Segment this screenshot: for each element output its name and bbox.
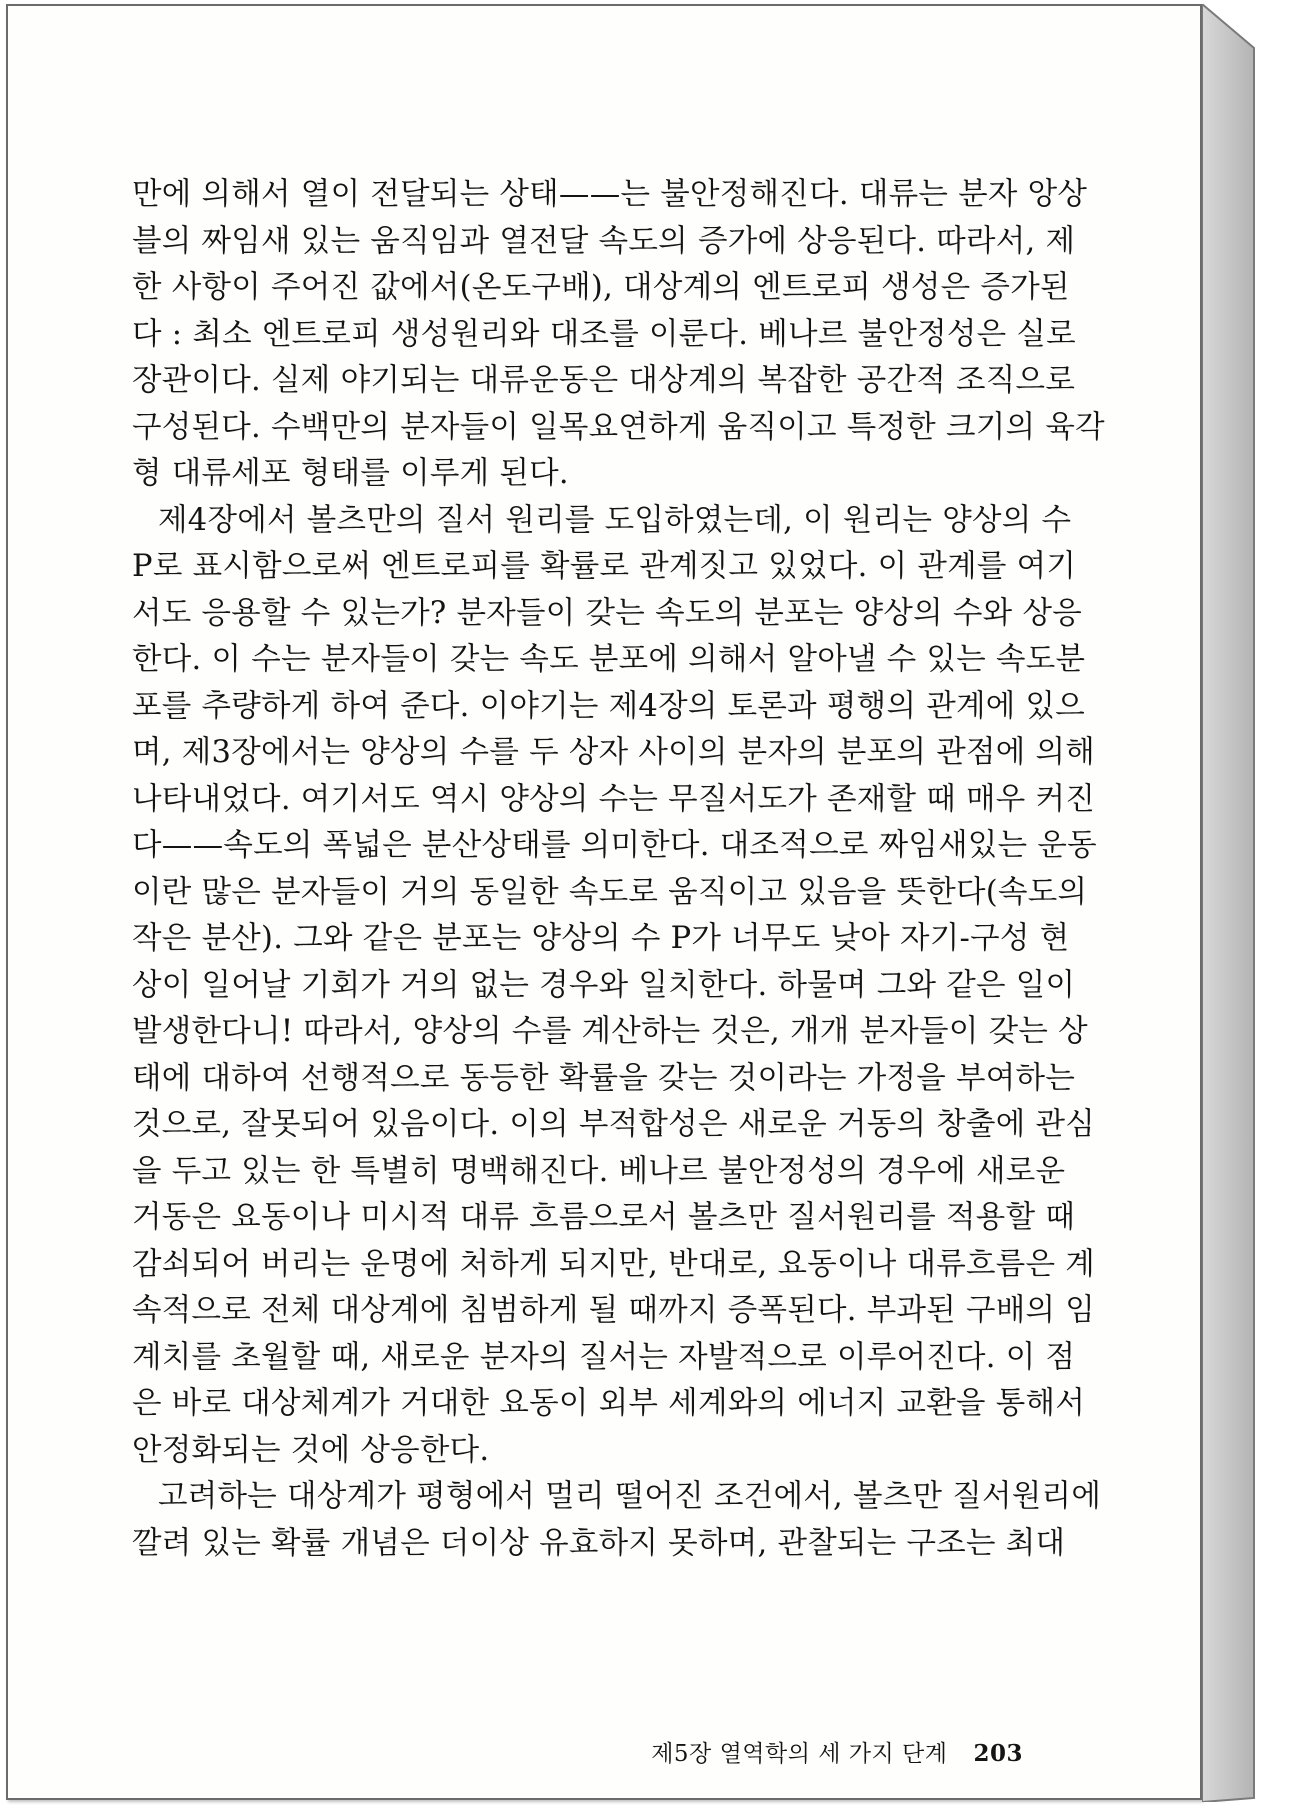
text-line: 다——속도의 폭넓은 분산상태를 의미한다. 대조적으로 짜임새있는 운동	[132, 828, 1097, 863]
page-number: 203	[973, 1740, 1023, 1767]
text-line: 한 사항이 주어진 값에서(온도구배), 대상계의 엔트로피 생성은 증가된	[132, 270, 1070, 305]
text-line: 작은 분산). 그와 같은 분포는 양상의 수 P가 너무도 낮아 자기-구성 현	[132, 921, 1070, 956]
text-line: 구성된다. 수백만의 분자들이 일목요연하게 움직이고 특정한 크기의 육각	[132, 409, 1105, 445]
book-spine	[1202, 4, 1298, 1802]
text-line: 은 바로 대상체계가 거대한 요동이 외부 세계와의 에너지 교환을 통해서	[132, 1386, 1086, 1421]
text-line: 블의 짜임새 있는 움직임과 열전달 속도의 증가에 상응된다. 따라서, 제	[132, 223, 1076, 259]
text-line: 고려하는 대상계가 평형에서 멀리 떨어진 조건에서, 볼츠만 질서원리에	[158, 1479, 1102, 1514]
body-text	[132, 172, 1105, 1567]
text-line: 포를 추량하게 하여 준다. 이야기는 제4장의 토론과 평행의 관계에 있으	[132, 688, 1086, 724]
text-line: 만에 의해서 열이 전달되는 상태——는 불안정해진다. 대류는 분자 앙상	[132, 177, 1088, 212]
text-line: 것으로, 잘못되어 있음이다. 이의 부적합성은 새로운 거동의 창출에 관심	[132, 1107, 1096, 1142]
text-line: 발생한다니! 따라서, 양상의 수를 계산하는 것은, 개개 분자들이 갖는 상	[132, 1014, 1088, 1049]
text-line: 며, 제3장에서는 양상의 수를 두 상자 사이의 분자의 분포의 관점에 의해	[132, 735, 1096, 770]
text-line: 서도 응용할 수 있는가? 분자들이 갖는 속도의 분포는 양상의 수와 상응	[132, 595, 1082, 631]
text-line: 제4장에서 볼츠만의 질서 원리를 도입하였는데, 이 원리는 양상의 수	[158, 502, 1072, 538]
page-footer	[651, 1735, 1023, 1768]
text-line: 을 두고 있는 한 특별히 명백해진다. 베나르 불안정성의 경우에 새로운	[132, 1153, 1066, 1189]
text-line: 거동은 요동이나 미시적 대류 흐름으로서 볼츠만 질서원리를 적용할 때	[132, 1200, 1076, 1235]
text-line: 속적으로 전체 대상계에 침범하게 될 때까지 증폭된다. 부과된 구배의 임	[132, 1293, 1096, 1328]
text-line: 장관이다. 실제 야기되는 대류운동은 대상계의 복잡한 공간적 조직으로	[132, 363, 1076, 398]
text-line: 상이 일어날 기회가 거의 없는 경우와 일치한다. 하물며 그와 같은 일이	[132, 967, 1076, 1003]
text-line: P로 표시함으로써 엔트로피를 확률로 관계짓고 있었다. 이 관계를 여기	[132, 549, 1077, 584]
text-line: 나타내었다. 여기서도 역시 양상의 수는 무질서도가 존재할 때 매우 커진	[132, 781, 1096, 817]
text-line: 안정화되는 것에 상응한다.	[132, 1432, 490, 1468]
text-line: 다 : 최소 엔트로피 생성원리와 대조를 이룬다. 베나르 불안정성은 실로	[132, 316, 1076, 352]
text-line: 깔려 있는 확률 개념은 더이상 유효하지 못하며, 관찰되는 구조는 최대	[132, 1525, 1066, 1561]
text-line: 형 대류세포 형태를 이루게 된다.	[132, 456, 569, 491]
book-page	[6, 4, 1202, 1800]
text-line: 감쇠되어 버리는 운명에 처하게 되지만, 반대로, 요동이나 대류흐름은 계	[132, 1246, 1096, 1282]
running-chapter-title: 제5장 열역학의 세 가지 단계	[651, 1741, 948, 1767]
book-spine-shape	[1202, 4, 1298, 1802]
text-line: 태에 대하여 선행적으로 동등한 확률을 갖는 것이라는 가정을 부여하는	[132, 1060, 1076, 1096]
text-line: 한다. 이 수는 분자들이 갖는 속도 분포에 의해서 알아낼 수 있는 속도분	[132, 642, 1086, 677]
text-line: 계치를 초월할 때, 새로운 분자의 질서는 자발적으로 이루어진다. 이 점	[132, 1339, 1076, 1375]
text-line: 이란 많은 분자들이 거의 동일한 속도로 움직이고 있음을 뜻한다(속도의	[132, 874, 1088, 910]
